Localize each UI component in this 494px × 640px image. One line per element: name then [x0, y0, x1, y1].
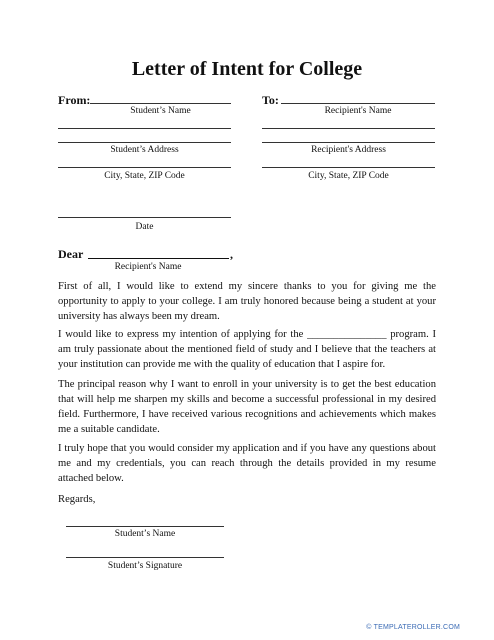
body-paragraph-1: First of all, I would like to extend my sincere thanks to you for giving me the opportunity to apply to your college. I am truly honored because being a student at your university has always been my dream. — [58, 281, 436, 322]
to-name-caption: Recipient's Name — [324, 106, 392, 116]
from-city-caption: City, State, ZIP Code — [104, 171, 185, 181]
dear-label: Dear — [58, 247, 84, 261]
to-label: To: — [262, 93, 279, 107]
to-city-caption: City, State, ZIP Code — [308, 171, 389, 181]
footer-watermark[interactable]: © TEMPLATEROLLER.COM — [366, 624, 460, 631]
to-name-line[interactable] — [281, 103, 435, 104]
to-address-caption: Recipient's Address — [311, 145, 386, 155]
from-city-line[interactable] — [58, 167, 231, 168]
to-city-line[interactable] — [262, 167, 435, 168]
document-title: Letter of Intent for College — [131, 58, 363, 80]
closing-name-line[interactable] — [66, 526, 224, 527]
to-address-line-2[interactable] — [262, 142, 435, 143]
to-address-line-1[interactable] — [262, 128, 435, 129]
body-paragraph-3: The principal reason why I want to enroll in your university is to get the best education that will help me sharpen my skills and become a successful professional in my desired field. Furthermore, I have received various recognitions and achievements which makes me a suitable candidate. — [58, 379, 436, 435]
closing-signature-caption: Student’s Signature — [107, 561, 183, 571]
closing-regards: Regards, — [58, 494, 96, 505]
from-label: From: — [58, 93, 91, 107]
from-name-line[interactable] — [90, 103, 231, 104]
from-address-caption: Student’s Address — [110, 145, 179, 155]
date-line[interactable] — [58, 217, 231, 218]
dear-comma: , — [230, 247, 233, 261]
date-caption: Date — [135, 222, 154, 232]
closing-signature-line[interactable] — [66, 557, 224, 558]
from-address-line-1[interactable] — [58, 128, 231, 129]
closing-name-caption: Student’s Name — [114, 529, 176, 539]
from-address-line-2[interactable] — [58, 142, 231, 143]
dear-recipient-line[interactable] — [88, 258, 229, 259]
body-paragraph-2: I would like to express my intention of applying for the _______________ program. I am truly passionate about the mentioned field of study and I believe that the teachers at your institution can provide me with the quality of education that I aspire for. — [58, 329, 436, 370]
dear-recipient-caption: Recipient's Name — [114, 262, 182, 272]
body-paragraph-4: I truly hope that you would consider my application and if you have any questions about me and my credentials, you can reach through the details provided in my resume attached below. — [58, 443, 436, 484]
from-name-caption: Student’s Name — [130, 106, 191, 116]
